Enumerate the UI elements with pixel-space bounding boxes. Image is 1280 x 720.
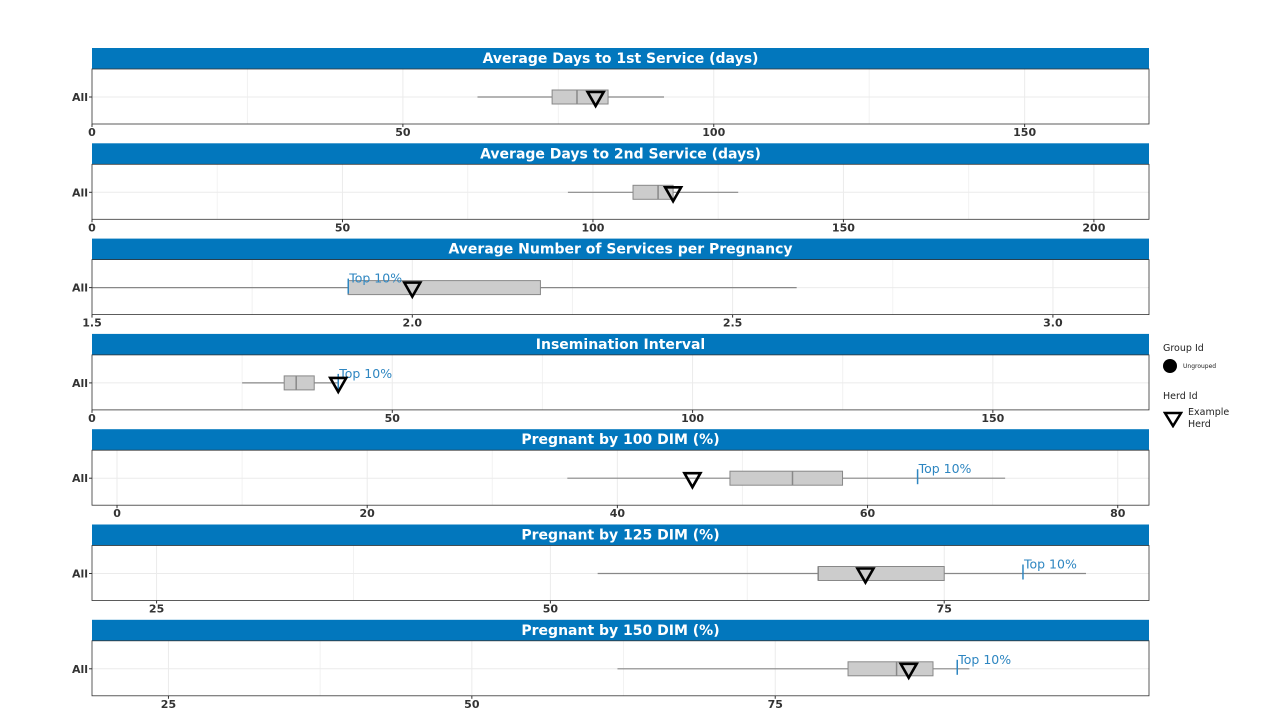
x-tick-label: 40 [609,507,626,521]
facet-panel [72,620,1149,711]
x-tick-label: 75 [767,697,783,711]
x-tick-label: 3.0 [1043,316,1063,330]
facet-title: Pregnant by 100 DIM (%) [521,432,720,449]
herd-marker [684,473,700,487]
x-tick-label: 2.5 [722,316,743,330]
iqr-box [730,471,843,485]
category-label: All [71,472,88,486]
facet-title: Pregnant by 125 DIM (%) [521,527,720,544]
iqr-box [284,376,314,390]
facet-panel [72,239,1149,330]
facet-panel [72,143,1149,234]
x-tick-label: 2.0 [402,316,423,330]
top10-label: Top 10% [339,365,393,381]
x-tick-label: 75 [936,602,952,616]
category-label: All [71,567,88,581]
x-tick-label: 25 [148,602,165,616]
legend-group-entry [1163,359,1273,373]
facet-panel [72,48,1149,139]
iqr-box [848,662,933,676]
iqr-box [818,567,944,581]
x-tick-label: 0 [88,126,96,139]
legend-herd-entry [1163,407,1273,431]
legend-herd-title: Herd Id [1163,391,1198,402]
category-label: All [71,91,88,104]
x-tick-label: 0 [88,221,96,235]
x-tick-label: 50 [334,221,351,235]
facet-panel [72,429,1149,520]
x-tick-label: 20 [359,507,375,521]
x-tick-label: 100 [702,126,726,139]
x-tick-label: 150 [981,411,1005,425]
x-tick-label: 200 [1082,221,1106,235]
x-tick-label: 50 [542,602,559,616]
category-label: All [71,281,88,295]
facet-panel [72,525,1149,616]
legend-group-title: Group Id [1163,343,1204,354]
top10-label: Top 10% [349,270,403,286]
x-tick-label: 0 [113,507,121,521]
facet-title: Insemination Interval [535,336,706,353]
facet-panel [72,334,1149,425]
x-tick-label: 100 [681,411,705,425]
facet-title: Pregnant by 150 DIM (%) [521,622,720,639]
x-tick-label: 150 [1013,126,1037,139]
x-tick-label: 60 [859,507,876,521]
legend-herd-label: Example Herd [1188,407,1230,430]
legend [1163,343,1273,431]
filled-circle-icon [1163,359,1177,373]
x-tick-label: 50 [464,697,480,711]
top10-label: Top 10% [1023,556,1077,572]
x-tick-label: 50 [395,126,411,139]
x-tick-label: 150 [831,221,855,235]
category-label: All [71,662,88,676]
facet-title: Average Number of Services per Pregnancy [448,241,793,258]
facet-title: Average Days to 1st Service (days) [482,51,759,67]
x-tick-label: 50 [384,411,400,425]
triangle-down-icon [1163,410,1183,428]
x-tick-label: 1.5 [82,316,102,330]
top10-label: Top 10% [958,651,1012,667]
legend-group-label: Ungrouped [1183,362,1217,370]
facet-title: Average Days to 2nd Service (days) [480,146,761,163]
category-label: All [71,376,88,390]
x-tick-label: 0 [88,411,96,425]
x-tick-label: 100 [581,221,605,235]
top10-label: Top 10% [918,461,972,477]
x-tick-label: 25 [160,697,177,711]
category-label: All [71,186,88,200]
x-tick-label: 80 [1110,507,1126,521]
